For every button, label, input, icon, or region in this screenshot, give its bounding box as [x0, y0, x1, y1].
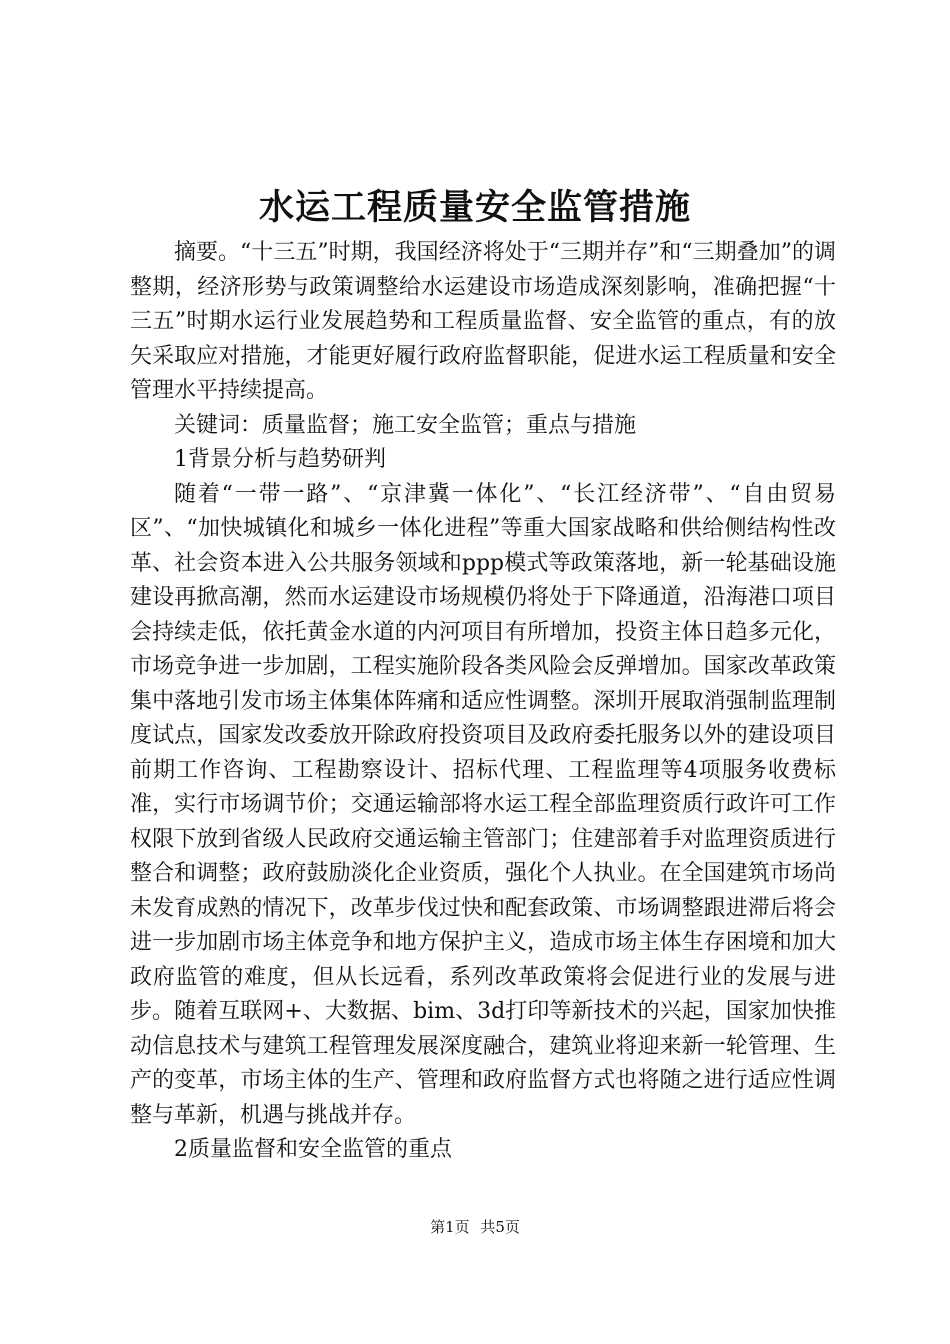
- abstract-paragraph: 摘要。“十三五”时期，我国经济将处于“三期并存”和“三期叠加”的调整期，经济形势与政策调整给水运建设市场造成深刻影响，准确把握“十三五”时期水运行业发展趋势和工程质量监督、安全监管的重点，有的放矢采取应对措施，才能更好履行政府监督职能，促进水运工程质量和安全管理水平持续提高。: [130, 240, 836, 403]
- body-paragraph: 随着“一带一路”、“京津冀一体化”、“长江经济带”、“自由贸易区”、“加快城镇化和城乡一体化进程”等重大国家战略和供给侧结构性改革、社会资本进入公共服务领域和ppp模式等政策落地，新一轮基础设施建设再掀高潮，然而水运建设市场规模仍将处于下降通道，沿海港口项目会持续走低，依托黄金水道的内河项目有所增加，投资主体日趋多元化，市场竞争进一步加剧，工程实施阶段各类风险会反弹增加。国家改革政策集中落地引发市场主体集体阵痛和适应性调整。深圳开展取消强制监理制度试点，国家发改委放开除政府投资项目及政府委托服务以外的建设项目前期工作咨询、工程勘察设计、招标代理、工程监理等4项服务收费标准，实行市场调节价；交通运输部将水运工程全部监理资质行政许可工作权限下放到省级人民政府交通运输主管部门；住建部着手对监理资质进行整合和调整；政府鼓励淡化企业资质，强化个人执业。在全国建筑市场尚未发育成熟的情况下，改革步伐过快和配套政策、市场调整跟进滞后将会进一步加剧市场主体竞争和地方保护主义，造成市场主体生存困境和加大政府监管的难度，但从长远看，系列改革政策将会促进行业的发展与进步。随着互联网+、大数据、bim、3d打印等新技术的兴起，国家加快推动信息技术与建筑工程管理发展深度融合，建筑业将迎来新一轮管理、生产的变革，市场主体的生产、管理和政府监督方式也将随之进行适应性调整与革新，机遇与挑战并存。: [130, 481, 836, 1128]
- page-total: 共5页: [480, 1218, 520, 1236]
- document-title: 水运工程质量安全监管措施: [258, 187, 691, 228]
- section-heading-1: 1背景分析与趋势研判: [174, 447, 386, 472]
- page-footer: [0, 1217, 950, 1237]
- section-heading-2: 2质量监督和安全监管的重点: [174, 1137, 452, 1162]
- document-body: [130, 236, 836, 1168]
- page-number: 第1页: [430, 1218, 470, 1236]
- keywords-paragraph: 关键词：质量监督；施工安全监管；重点与措施: [174, 412, 637, 438]
